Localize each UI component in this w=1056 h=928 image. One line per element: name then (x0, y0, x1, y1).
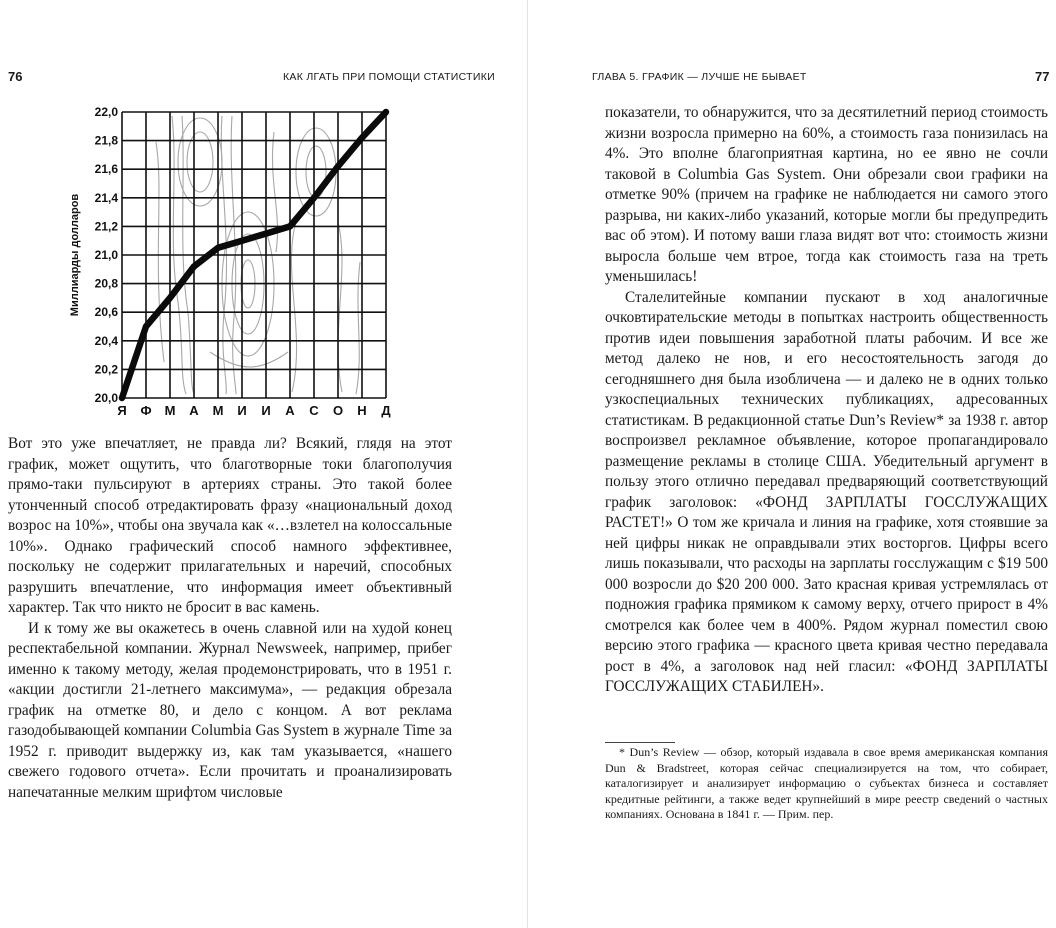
y-tick-label: 22,0 (94, 105, 118, 119)
y-tick-label: 21,4 (94, 190, 118, 205)
footnote (605, 745, 1048, 823)
x-tick-label: Н (357, 403, 367, 418)
right-page (528, 0, 1056, 928)
paragraph: показатели, то обнаружится, что за десятилетний период стоимость жизни возросла примерно на 60%, а стоимость газа понизилась на 4%. Это вполне благоприятная картина, но ее явно не сочли таковой в Columbia Gas System. Они обрезали свои графики на отметке 90% (причем на графике не наблюдается ни самого этого разрыва, ни каких-либо указаний, которые могли бы предупредить вас об этом). И потому ваши глаза видят вот что: стоимость жизни выросла больше чем втрое, тогда как стоимость газа на треть уменьшилась! (605, 104, 1048, 285)
x-tick-label: И (237, 403, 247, 418)
x-tick-label: А (285, 403, 295, 418)
y-axis-label: Миллиарды долларов (69, 193, 81, 317)
x-tick-label: Д (381, 403, 391, 418)
running-head: КАК ЛГАТЬ ПРИ ПОМОЩИ СТАТИСТИКИ (283, 71, 495, 83)
paragraph: И к тому же вы окажетесь в очень славной или на худой конец респектабельной компании. Журнал Newsweek, например, прибег именно к такому методу, желая продемонстрировать, что в 1951 г. «акции достигли 21-летнего максимума», — редакция обрезала график на отметке 80, и дело с концом. А вот реклама газодобывающей компании Columbia Gas System в журнале Time за 1952 г. приводит выдержку из, как там указывается, «нашего свежего годового отчета». Если прочитать и проанализировать напечатанные мелким шрифтом числовые (8, 619, 452, 801)
x-tick-label: И (261, 403, 271, 418)
x-tick-label: А (189, 403, 199, 418)
x-tick-label: Ф (140, 403, 152, 418)
y-tick-label: 21,8 (94, 133, 118, 148)
left-page (0, 0, 527, 928)
x-tick-label: М (164, 403, 176, 418)
x-tick-labels (117, 403, 391, 418)
page-number: 77 (1035, 69, 1050, 84)
y-tick-label: 20,6 (94, 305, 118, 320)
chart (60, 102, 410, 420)
running-head: ГЛАВА 5. ГРАФИК — ЛУЧШЕ НЕ БЫВАЕТ (592, 71, 807, 83)
paragraph: Вот это уже впечатляет, не правда ли? Всякий, глядя на этот график, может ощутить, что благотворные токи благополучия прямо-таки пульсируют в артериях страны. Это такой более утонченный способ отредактировать фразу «национальный доход возрос на 10%», чтобы она звучала как «…взлетел на колоссальные 10%». Однако графический способ намного эффективнее, поскольку не содержит прилагательных и наречий, способных разрушить впечатление, что информация имеет объективный характер. Так что никто не бросит в вас камень. (8, 435, 452, 616)
y-tick-label: 21,6 (94, 162, 118, 177)
page-number: 76 (8, 69, 23, 84)
y-tick-labels (95, 105, 119, 405)
y-tick-label: 20,2 (94, 362, 118, 377)
y-tick-label: 20,8 (94, 276, 118, 291)
footnote-text: * Dun’s Review — обзор, который издавала в свое время американская компания Dun & Bradstreet, которая сейчас специализируется на том, что собирает, каталогизирует и анализирует информацию о субъектах бизнеса и составляет кредитные рейтинги, а также ведет крупнейший в мире реестр сведений о частных компаниях. Основана в 1841 г. — Прим. пер. (605, 745, 1048, 821)
paragraph: Сталелитейные компании пускают в ход аналогичные очковтирательские методы в попытках настроить общественность против идеи повышения заработной платы рабочим. И все же метод далеко не нов, и его несостоятельность загодя до сегодняшнего дня была изобличена — и далеко не в одних только узкоспециальных технических публикациях, адресованных статистикам. В редакционной статье Dun’s Review* за 1938 г. автор воспроизвел рекламное объявление, которое пропагандировало размещение рекламы в столице США. Убедительный аргумент в пользу этого отлично передавал предваряющий соответствующий график заголовок: «ФОНД ЗАРПЛАТЫ ГОССЛУЖАЩИХ РАСТЕТ!» О том же кричала и линия на графике, хотя стоявшие за ней цифры никак не оправдывали этих восторгов. Цифры всего лишь показывали, что расходы на зарплаты госслужащим с $19 500 000 возросли до $20 200 000. Зато красная кривая устремлялась от подножия графика прямиком к самому верху, отчего прирост в 4% смотрелся как более чем в 400%. Рядом журнал поместил свою версию этого графика — красного цвета кривая честно передавала рост в 4%, а заголовок над ней гласил: «ФОНД ЗАРПЛАТЫ ГОССЛУЖАЩИХ СТАБИЛЕН». (605, 288, 1048, 695)
y-tick-label: 21,0 (94, 248, 118, 262)
right-body-text (605, 103, 1048, 698)
x-tick-label: М (212, 403, 224, 418)
y-tick-label: 21,2 (94, 219, 118, 234)
y-tick-label: 20,4 (94, 333, 118, 348)
y-tick-label: 20,0 (94, 391, 118, 405)
footnote-rule (605, 742, 675, 743)
x-tick-label: С (309, 403, 319, 418)
x-tick-label: О (332, 403, 344, 418)
x-tick-label: Я (117, 403, 127, 418)
left-body-text (8, 434, 452, 803)
